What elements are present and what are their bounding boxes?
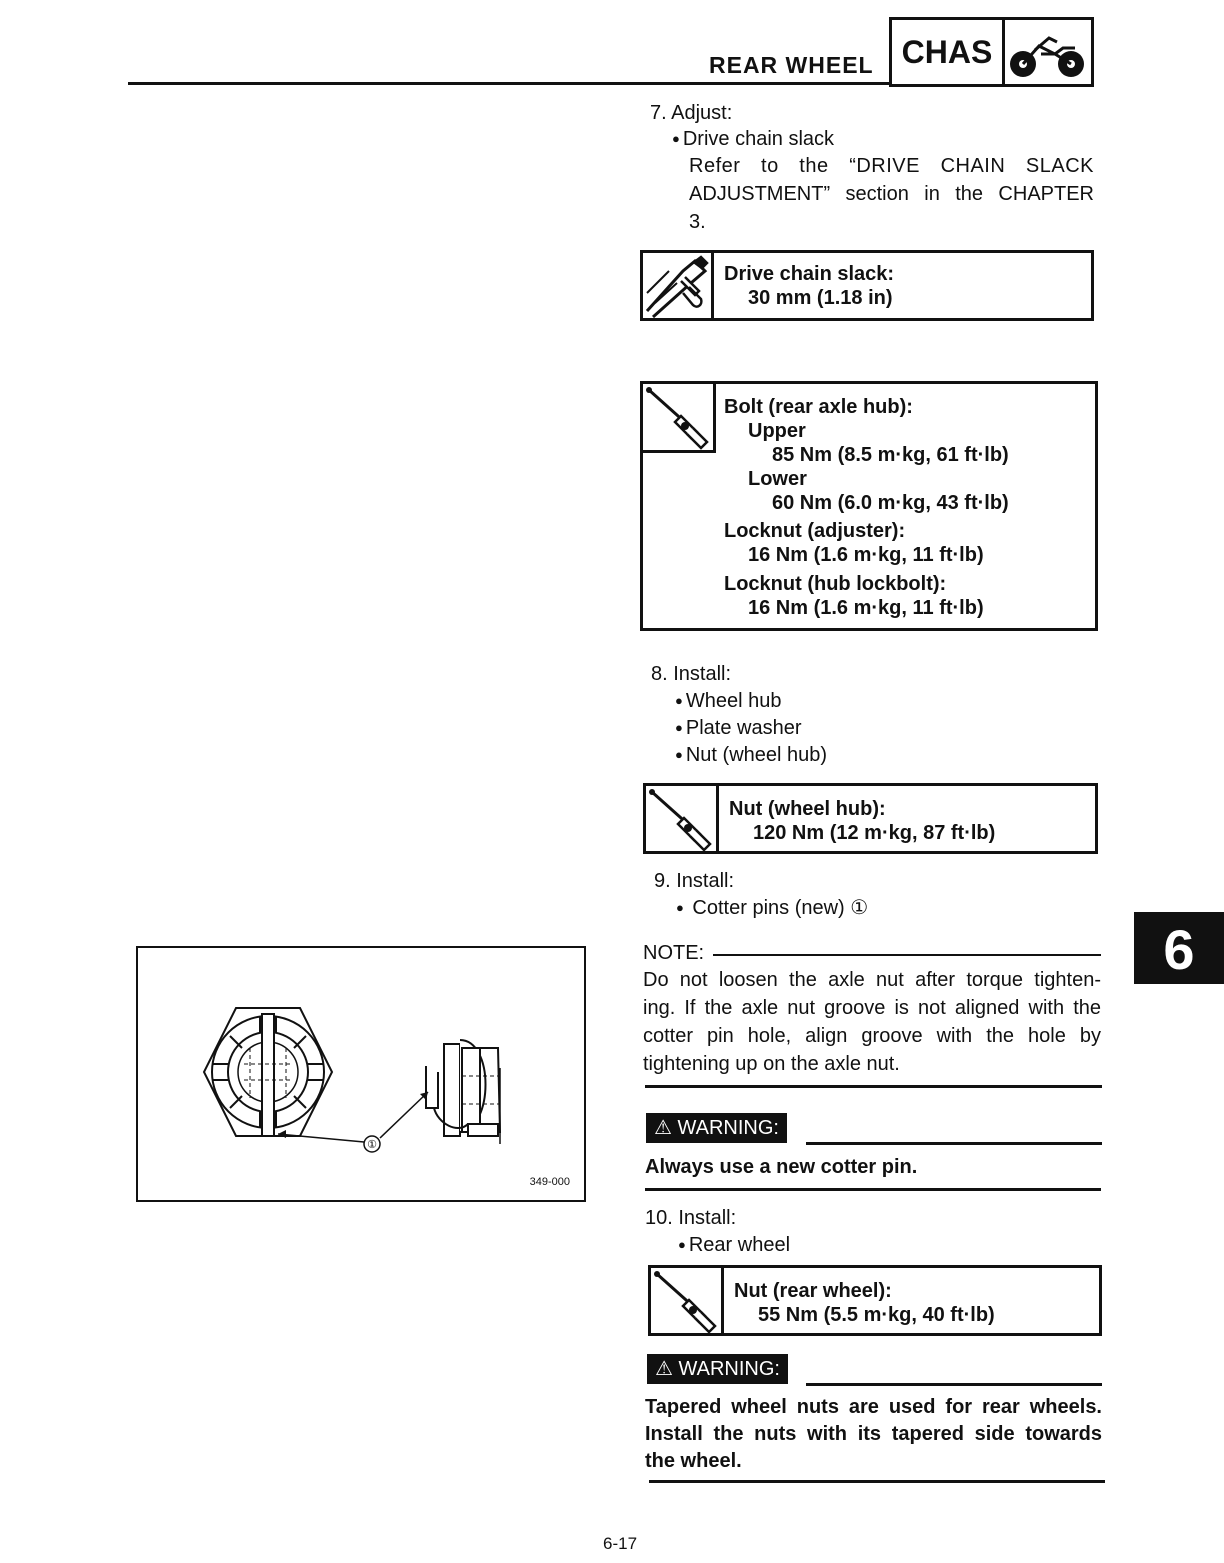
warning-label: ⚠ WARNING:: [647, 1354, 788, 1384]
warning-end-rule: [645, 1188, 1101, 1191]
step9-heading: 9. Install:: [654, 870, 735, 892]
callout-mark: ①: [850, 897, 869, 919]
step7-ref-line1: Refer to the “DRIVE CHAIN SLACK: [689, 155, 1094, 177]
torque-wrench-icon: [651, 1268, 724, 1336]
wheel-nut-value: 55 Nm (5.5 m·kg, 40 ft·lb): [758, 1304, 995, 1326]
wheel-nut-label: Nut (rear wheel):: [734, 1280, 892, 1302]
chain-slack-value: 30 mm (1.18 in): [748, 287, 893, 309]
step8-heading: 8. Install:: [651, 663, 732, 685]
spec-box-hub-nut: [643, 783, 1098, 854]
step9-bullet-text: Cotter pins (new): [692, 897, 845, 919]
warning-line: Install the nuts with its tapered side towards: [645, 1423, 1102, 1445]
warning-line: Tapered wheel nuts are used for rear wheels.: [645, 1396, 1102, 1418]
section-title: REAR WHEEL: [709, 52, 874, 78]
spec-box-wheel-nut: [648, 1265, 1102, 1336]
spec-box-chain-slack: [640, 250, 1094, 321]
step9-bullet: [676, 894, 868, 924]
hub-nut-value: 120 Nm (12 m·kg, 87 ft·lb): [753, 822, 996, 844]
hub-nut-label: Nut (wheel hub):: [729, 798, 886, 820]
lower-value: 60 Nm (6.0 m·kg, 43 ft·lb): [772, 492, 1009, 514]
step8-bullet: ● Nut (wheel hub): [675, 741, 827, 771]
torque-wrench-icon: [643, 384, 716, 453]
chain-slack-label: Drive chain slack:: [724, 263, 895, 285]
locknut-adjuster-value: 16 Nm (1.6 m·kg, 11 ft·lb): [748, 544, 984, 566]
step10-heading: 10. Install:: [645, 1207, 737, 1229]
step7-ref-line2: ADJUSTMENT” section in the CHAPTER: [689, 183, 1094, 205]
note-line: Do not loosen the axle nut after torque tighten-: [643, 969, 1101, 991]
locknut-hub-value: 16 Nm (1.6 m·kg, 11 ft·lb): [748, 597, 984, 619]
upper-label: Upper: [748, 420, 806, 442]
header-rule: [128, 82, 890, 85]
note-line: ing. If the axle nut groove is not aligned with the: [643, 997, 1101, 1019]
spec-box-bolts: [640, 381, 1098, 631]
warning-rule: [806, 1383, 1102, 1386]
warning-line: the wheel.: [645, 1450, 742, 1472]
note-line: cotter pin hole, align groove with the hole by: [643, 1025, 1101, 1047]
chapter-code: CHAS: [892, 20, 1005, 84]
note-end-rule: [645, 1085, 1102, 1088]
step7-heading: 7. Adjust:: [650, 102, 733, 124]
step8-bullet: ● Wheel hub: [675, 687, 781, 717]
cotter-pin-figure: [136, 946, 586, 1202]
lower-label: Lower: [748, 468, 807, 490]
figure-code: 349-000: [529, 1176, 570, 1188]
step7-bullet: ● Drive chain slack: [672, 125, 834, 155]
page-number: 6-17: [603, 1534, 638, 1553]
motorcycle-icon: [1005, 24, 1089, 84]
bolt-label: Bolt (rear axle hub):: [724, 396, 913, 418]
note-rule: [713, 954, 1101, 956]
note-label: NOTE:: [643, 942, 705, 964]
chapter-badge: [889, 17, 1094, 87]
warning-label: ⚠ WARNING:: [646, 1113, 787, 1143]
warning-rule: [806, 1142, 1102, 1145]
warning-end-rule: [649, 1480, 1105, 1483]
torque-wrench-icon: [646, 786, 719, 854]
chapter-tab: 6: [1134, 912, 1224, 984]
step7-ref-line3: 3.: [689, 211, 706, 233]
locknut-hub-label: Locknut (hub lockbolt):: [724, 573, 947, 595]
step8-bullet: ● Plate washer: [675, 714, 801, 744]
locknut-adjuster-label: Locknut (adjuster):: [724, 520, 906, 542]
step10-bullet: ● Rear wheel: [678, 1231, 790, 1261]
caliper-icon: [643, 253, 714, 321]
warning-text: Always use a new cotter pin.: [645, 1156, 918, 1178]
upper-value: 85 Nm (8.5 m·kg, 61 ft·lb): [772, 444, 1009, 466]
note-line: tightening up on the axle nut.: [643, 1053, 900, 1075]
figure-callout: ①: [367, 1139, 377, 1151]
axle-nut-illustration: [138, 948, 584, 1200]
